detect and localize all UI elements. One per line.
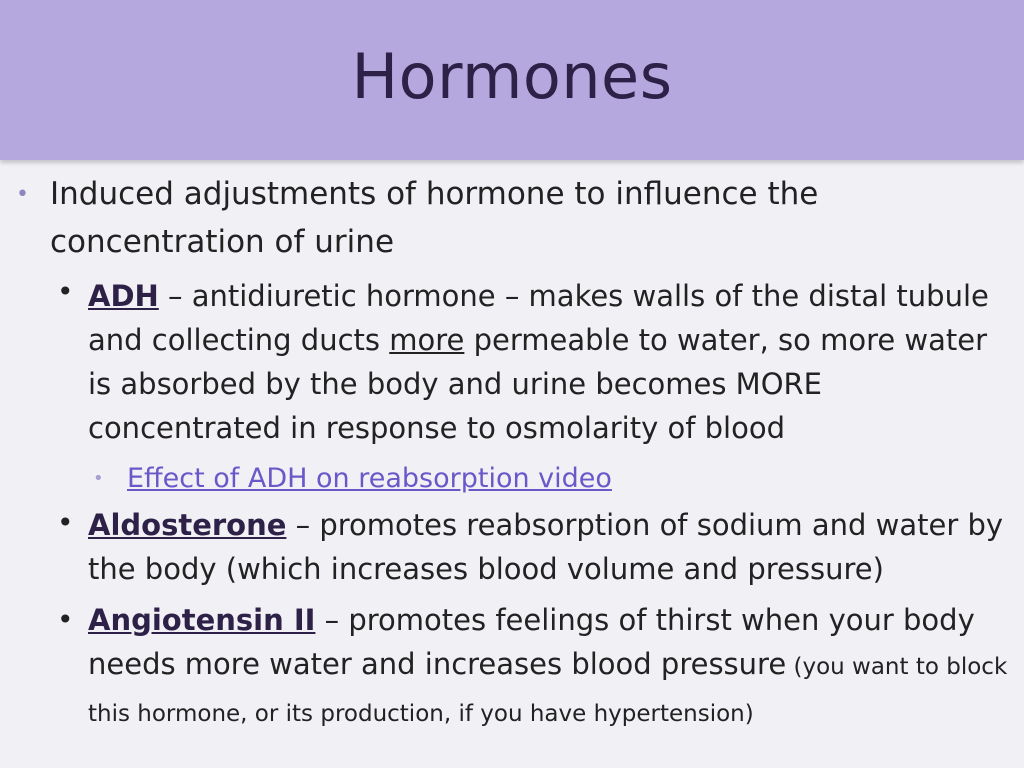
bullet-dot-icon: • [16, 182, 29, 207]
adh-video-item [127, 460, 1007, 498]
adh-text-a: – antidiuretic hormone – makes walls of the distal tubule and collecting ducts [88, 279, 989, 357]
adh-emphasis: more [389, 323, 465, 357]
angiotensin-pressure: pressure [660, 647, 787, 681]
angiotensin-point [88, 598, 1013, 736]
angiotensin-term: Angiotensin II [88, 603, 316, 637]
main-point: Induced adjustments of hormone to influence the concentration of urine [50, 176, 819, 260]
bullet-dot-icon: • [93, 468, 104, 489]
adh-point [88, 274, 1013, 450]
bullet-dot-icon: • [57, 275, 74, 308]
angiotensin-text: – promotes feelings of thirst when your body needs more water and increases blood [88, 603, 975, 681]
bullet-dot-icon: • [57, 506, 74, 539]
adh-text-b: permeable to water, so more water is absorbed by the body and urine becomes MORE concentrated in response to osmolarity of blood [88, 323, 988, 445]
adh-term: ADH [88, 279, 159, 313]
aldosterone-point [88, 503, 1013, 591]
angiotensin-note: (you want to block this hormone, or its production, if you have hypertension) [88, 654, 1008, 727]
aldosterone-term: Aldosterone [88, 508, 287, 542]
title-banner [0, 0, 1024, 160]
bullet-dot-icon: • [57, 603, 74, 636]
aldosterone-text: – promotes reabsorption of sodium and water by the body (which increases blood volume and pressure) [88, 508, 1004, 586]
adh-video-link[interactable]: Effect of ADH on reabsorption video [127, 463, 612, 494]
slide-title: Hormones [351, 40, 673, 113]
